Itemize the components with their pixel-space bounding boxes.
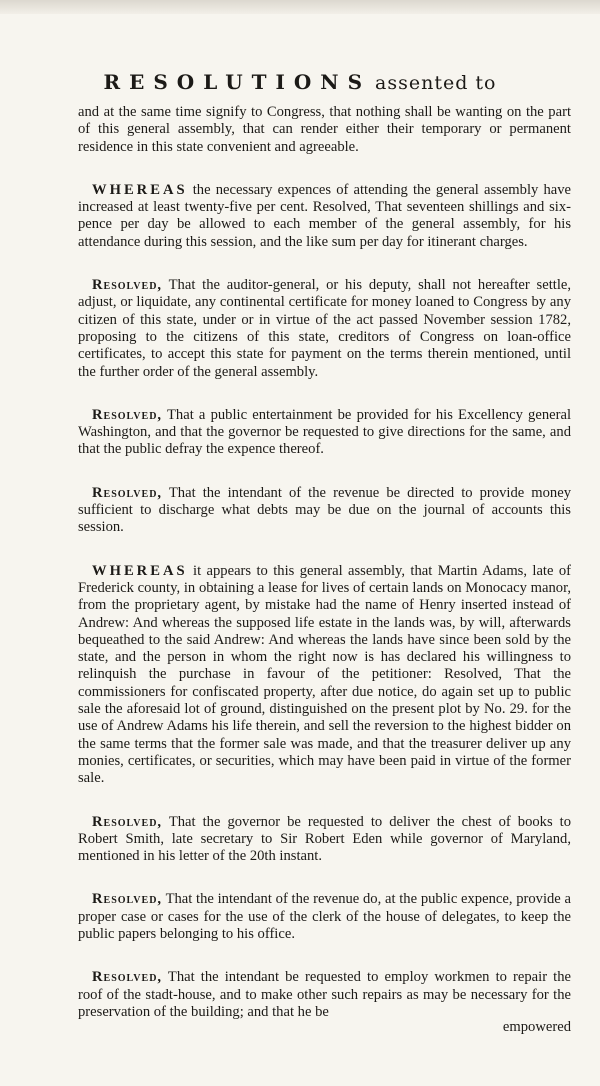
catchword: empowered	[502, 1019, 571, 1036]
header-subtitle: assented to	[375, 72, 497, 94]
paragraph: Resolved, That the intendant of the revenue be directed to provide money sufficient to discharge what debts may be due on the journal of accounts this session.	[78, 484, 572, 536]
paragraph: Resolved, That the intendant be requested to employ workmen to repair the roof of the stadt-house, and to make other such repairs as may be necessary for the preservation of the building; and that he be	[78, 969, 571, 1020]
paragraph: Resolved, That the intendant of the revenue do, at the public expence, provide a proper case or cases for the use of the clerk of the house of delegates, to keep the public papers belonging to his office.	[78, 891, 572, 942]
paragraph: Resolved, That the governor be requested to deliver the chest of books to Robert Smith, late secretary to Sir Robert Eden while governor of Maryland, mentioned in his letter of the 20th instant.	[78, 813, 572, 865]
page-top-edge	[0, 0, 600, 14]
document-body	[78, 104, 571, 1036]
paragraph: Resolved, That the auditor-general, or his deputy, shall not hereafter settle, adjust, or liquidate, any continental certificate for money loaned to Congress by any citizen of this state, under or in virtue of the act passed November session 1782, proposing to the citizens of this state, creditors of Congress on loan-office certificates, to accept this state for payment on the terms therein mentioned, until the further order of the general assembly.	[78, 277, 571, 380]
paragraph: and at the same time signify to Congress, that nothing shall be wanting on the part of this general assembly, that can render either their temporary or permanent residence in this state convenient and agreeable.	[78, 104, 571, 155]
paragraph: WHEREAS the necessary expences of attending the general assembly have increased at least twenty-five per cent. Resolved, That seventeen shillings and six-pence per day be allowed to each member of the general assembly, for his attendance during this session, and the like sum per day for itinerant charges.	[78, 181, 571, 250]
paragraph: WHEREAS it appears to this general assembly, that Martin Adams, late of Frederick county, in obtaining a lease for lives of certain lands on Monocacy manor, from the proprietary agent, by mistake had the name of Henry inserted instead of Andrew: And whereas the supposed life estate in the lands was, by will, afterwards bequeathed to the said Andrew: And whereas the lands have since been sold by the state, and the person in whom the right now is has declared his willingness to relinquish the purchase in favour of the petitioner: Resolved, That the commissioners for confiscated property, after due notice, do again set up to public sale the aforesaid lot of ground, distinguished on the present plot by No. 29. for the use of Andrew Adams his life therein, and sell the reversion to the highest bidder on the same terms that the former sale was made, and that the treasurer deliver up any monies, certificates, or securities, which may have been paid in virtue of the former sale.	[78, 562, 572, 787]
paragraph: Resolved, That a public entertainment be provided for his Excellency general Washington, and that the governor be requested to give directions for the same, and that the public defray the expence thereof.	[78, 406, 571, 458]
header-title: RESOLUTIONS	[103, 70, 372, 94]
page-header	[0, 70, 600, 94]
